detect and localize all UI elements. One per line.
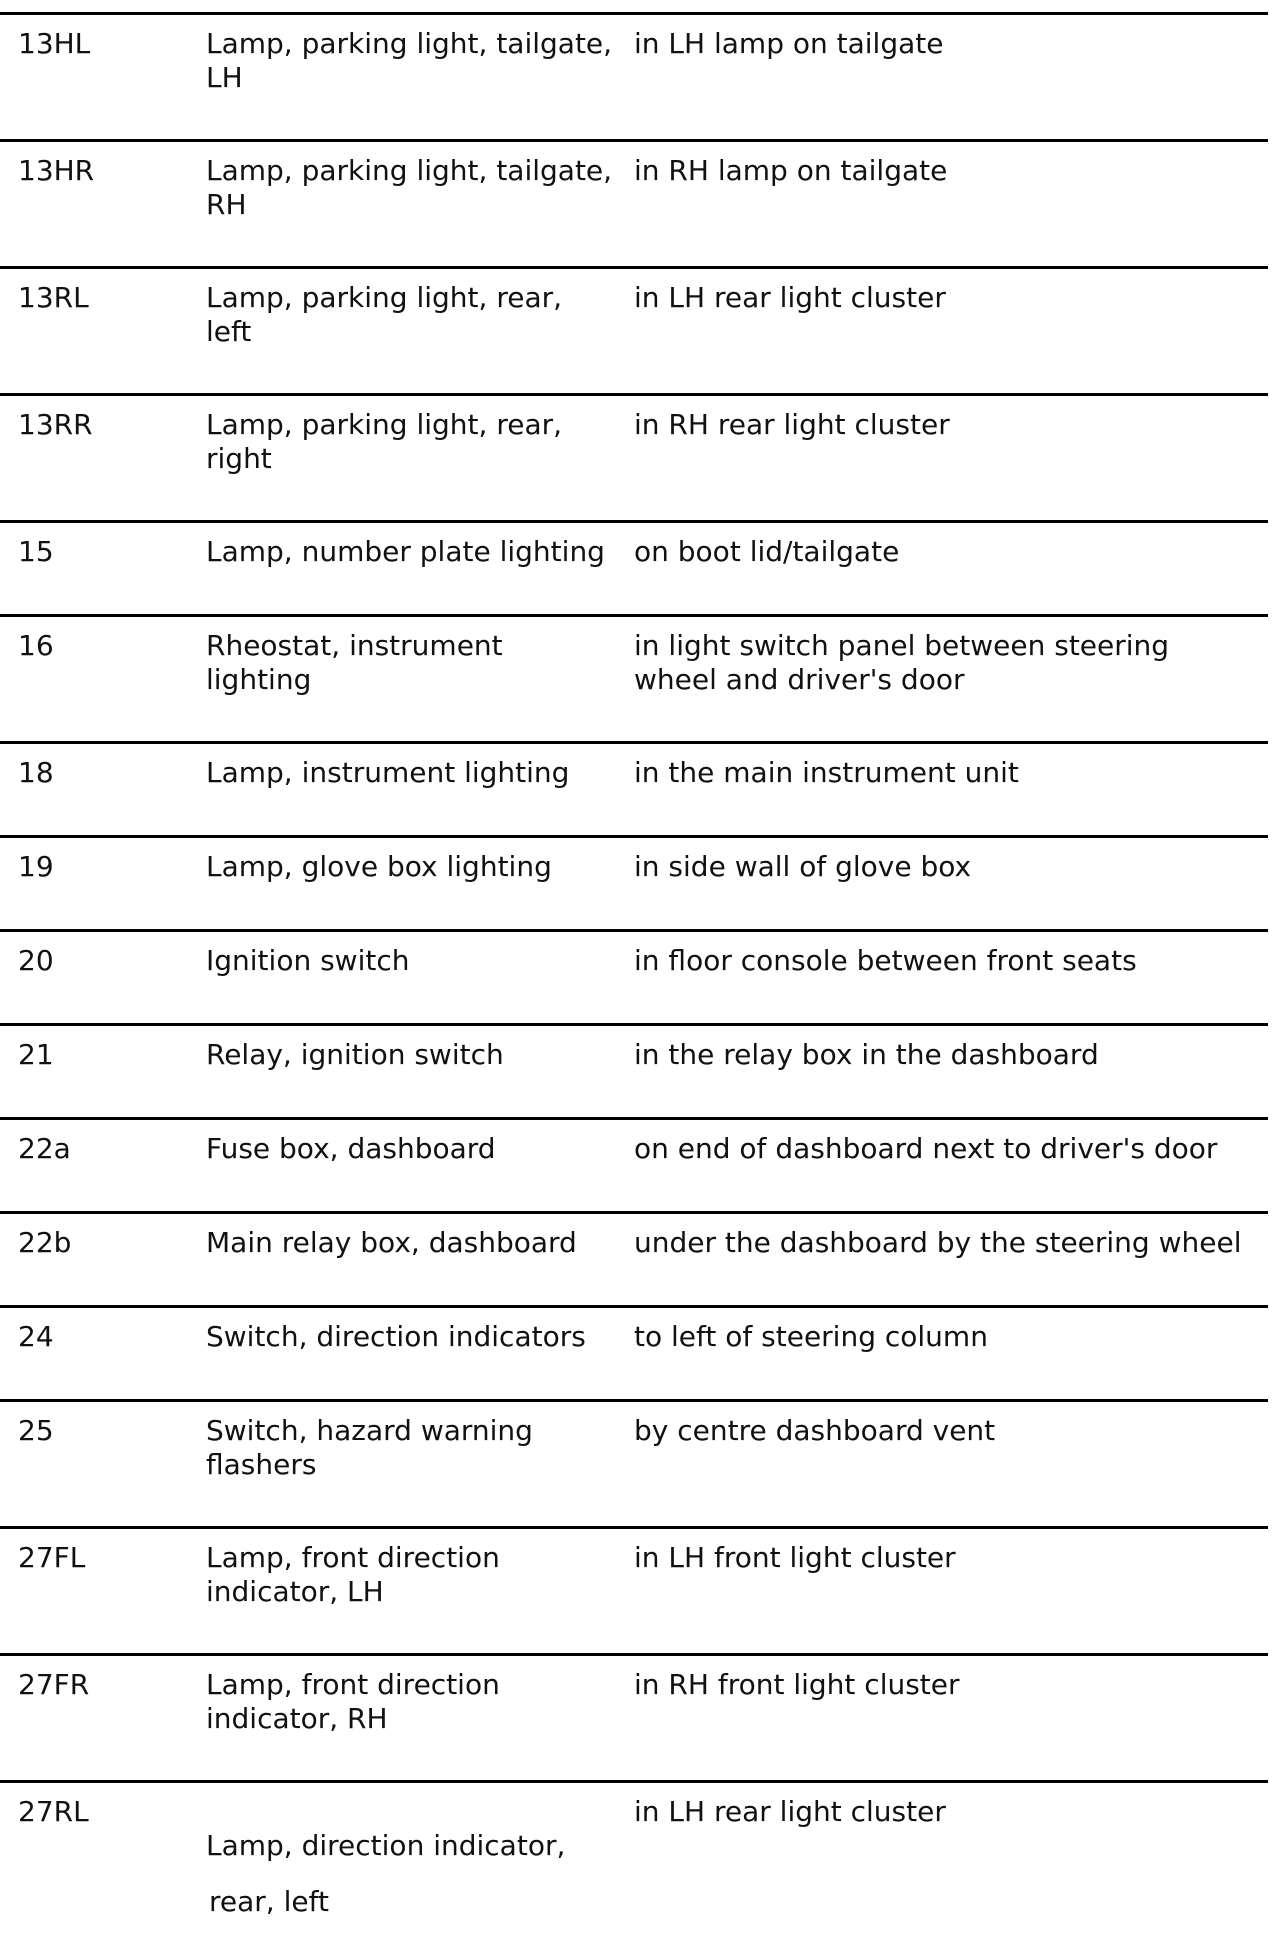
component-id: 20 bbox=[18, 944, 54, 977]
component-id: 13HL bbox=[18, 27, 91, 60]
component-description: Rheostat, instrument lighting bbox=[206, 629, 503, 696]
component-id: 19 bbox=[18, 850, 54, 883]
table-row bbox=[0, 835, 1268, 929]
component-id: 15 bbox=[18, 535, 54, 568]
component-location: in RH rear light cluster bbox=[634, 408, 950, 441]
table-row bbox=[0, 741, 1268, 835]
table-row bbox=[0, 1653, 1268, 1780]
component-description: Switch, direction indicators bbox=[206, 1320, 586, 1353]
component-description: Lamp, parking light, rear, left bbox=[206, 281, 563, 348]
component-description: Lamp, instrument lighting bbox=[206, 756, 570, 789]
component-location: in the relay box in the dashboard bbox=[634, 1038, 1099, 1071]
component-description: Lamp, front direction indicator, RH bbox=[206, 1668, 500, 1735]
component-id: 27RL bbox=[18, 1795, 89, 1828]
component-id: 25 bbox=[18, 1414, 54, 1447]
component-location: under the dashboard by the steering wheel bbox=[634, 1226, 1242, 1259]
table-row bbox=[0, 1023, 1268, 1117]
component-id: 22b bbox=[18, 1226, 72, 1259]
component-description: Lamp, glove box lighting bbox=[206, 850, 552, 883]
table-row bbox=[0, 139, 1268, 266]
table-row bbox=[0, 520, 1268, 614]
component-id: 22a bbox=[18, 1132, 71, 1165]
component-id: 18 bbox=[18, 756, 54, 789]
table-row bbox=[0, 12, 1268, 139]
component-location: in the main instrument unit bbox=[634, 756, 1019, 789]
component-description: Main relay box, dashboard bbox=[206, 1226, 577, 1259]
component-description: Lamp, parking light, tailgate, LH bbox=[206, 27, 613, 94]
component-id: 13RR bbox=[18, 408, 93, 441]
component-id: 13HR bbox=[18, 154, 95, 187]
table-row bbox=[0, 1211, 1268, 1305]
component-location: in light switch panel between steering wheel and driver's door bbox=[634, 629, 1170, 696]
table-row bbox=[0, 393, 1268, 520]
table-row bbox=[0, 1305, 1268, 1399]
component-location: in LH front light cluster bbox=[634, 1541, 956, 1574]
component-id: 21 bbox=[18, 1038, 54, 1071]
component-description: Lamp, front direction indicator, LH bbox=[206, 1541, 500, 1608]
component-table bbox=[0, 12, 1268, 1918]
component-location: in floor console between front seats bbox=[634, 944, 1137, 977]
table-row bbox=[0, 266, 1268, 393]
component-description-line-1: Lamp, direction indicator, bbox=[206, 1829, 566, 1862]
component-description: Lamp, parking light, rear, right bbox=[206, 408, 563, 475]
component-id: 24 bbox=[18, 1320, 54, 1353]
component-id: 27FR bbox=[18, 1668, 90, 1701]
component-location: in LH rear light cluster bbox=[634, 1795, 946, 1828]
table-row bbox=[0, 1526, 1268, 1653]
component-description bbox=[206, 1795, 626, 1953]
component-id: 16 bbox=[18, 629, 54, 662]
component-location: to left of steering column bbox=[634, 1320, 988, 1353]
component-location: in RH lamp on tailgate bbox=[634, 154, 948, 187]
table-row bbox=[0, 1399, 1268, 1526]
table-row bbox=[0, 929, 1268, 1023]
component-description: Switch, hazard warning flashers bbox=[206, 1414, 533, 1481]
component-description: Lamp, number plate lighting bbox=[206, 535, 605, 568]
table-row bbox=[0, 1117, 1268, 1211]
component-location: in LH lamp on tailgate bbox=[634, 27, 944, 60]
table-row bbox=[0, 1780, 1268, 1918]
component-location: on boot lid/tailgate bbox=[634, 535, 900, 568]
component-description: Relay, ignition switch bbox=[206, 1038, 504, 1071]
component-location: on end of dashboard next to driver's door bbox=[634, 1132, 1218, 1165]
component-description: Lamp, parking light, tailgate, RH bbox=[206, 154, 613, 221]
component-location: in side wall of glove box bbox=[634, 850, 972, 883]
component-id: 27FL bbox=[18, 1541, 86, 1574]
component-description: Fuse box, dashboard bbox=[206, 1132, 496, 1165]
component-id: 13RL bbox=[18, 281, 89, 314]
component-location: by centre dashboard vent bbox=[634, 1414, 996, 1447]
component-location: in LH rear light cluster bbox=[634, 281, 946, 314]
component-location: in RH front light cluster bbox=[634, 1668, 960, 1701]
component-description-line-2: rear, left bbox=[209, 1885, 329, 1918]
component-description: Ignition switch bbox=[206, 944, 410, 977]
table-row bbox=[0, 614, 1268, 741]
